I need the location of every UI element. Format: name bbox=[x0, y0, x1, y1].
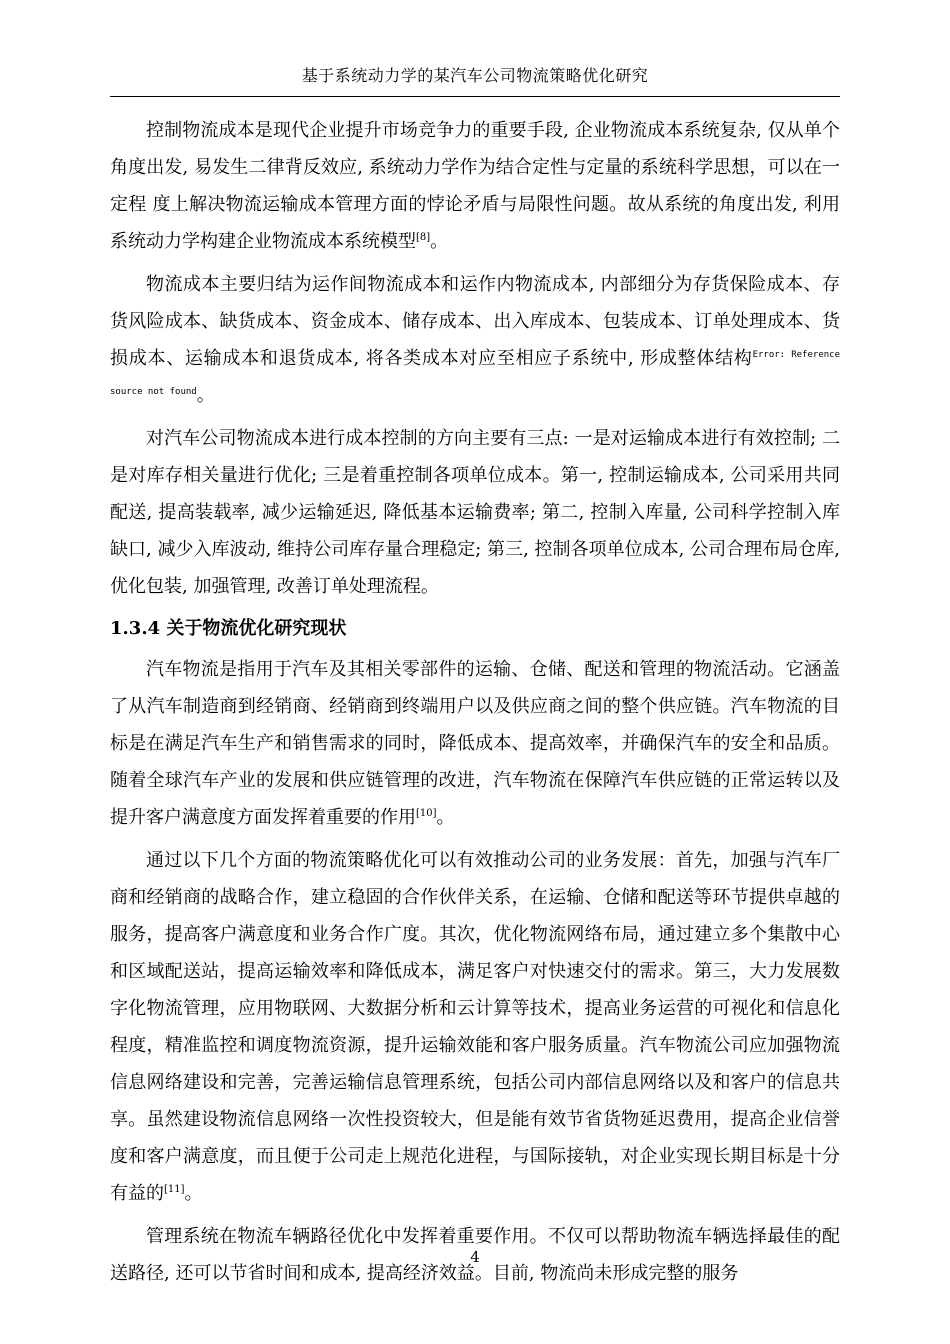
citation-ref[interactable]: [8] bbox=[416, 232, 431, 243]
running-header: 基于系统动力学的某汽车公司物流策略优化研究 bbox=[301, 66, 649, 85]
paragraph-tail: 。 bbox=[184, 1183, 203, 1204]
body-text bbox=[110, 112, 840, 1298]
section-heading: 1.3.4 关于物流优化研究现状 bbox=[110, 618, 347, 639]
citation-ref[interactable]: [10] bbox=[416, 808, 437, 819]
paragraph-cost-directions bbox=[110, 420, 840, 605]
citation-error-ref[interactable]: Error: Reference source not found bbox=[110, 350, 840, 397]
paragraph-text: 管理系统在物流车辆路径优化中发挥着重要作用。不仅可以帮助物流车辆选择最佳的配送路径, 还可以节省时间和成本, 提高经济效益。目前, 物流尚未形成完整的服务 bbox=[110, 1226, 840, 1284]
paragraph-strategy-optimization bbox=[110, 842, 840, 1212]
header-rule bbox=[110, 96, 840, 97]
paragraph-text: 对汽车公司物流成本进行成本控制的方向主要有三点: 一是对运输成本进行有效控制; 二是对库存相关量进行优化; 三是着重控制各项单位成本。第一, 控制运输成本, 公司采用共同配送, 提高装载率, 减少运输延迟, 降低基本运输费率; 第二, 控制入库量, 公司科学控制入库缺口, 减少入库波动, 维持公司库存量合理稳定; 第三, 控制各项单位成本, 公司合理布局仓库, 优化包装, 加强管理, 改善订单处理流程。 bbox=[110, 428, 840, 597]
paragraph-tail: 。 bbox=[430, 231, 449, 252]
page-number: 4 bbox=[470, 1248, 480, 1266]
paragraph-tail: 。 bbox=[196, 385, 215, 406]
paragraph-text: 控制物流成本是现代企业提升市场竞争力的重要手段, 企业物流成本系统复杂, 仅从单个角度出发, 易发生二律背反效应, 系统动力学作为结合定性与定量的系统科学思想，可以在一定程 度上解决物流运输成本管理方面的悖论矛盾与局限性问题。故从系统的角度出发, 利用系统动力学构建企业物流成本系统模型 bbox=[110, 120, 840, 252]
paragraph-text: 汽车物流是指用于汽车及其相关零部件的运输、仓储、配送和管理的物流活动。它涵盖了从汽车制造商到经销商、经销商到终端用户以及供应商之间的整个供应链。汽车物流的目标是在满足汽车生产和销售需求的同时，降低成本、提高效率，并确保汽车的安全和品质。随着全球汽车产业的发展和供应链管理的改进，汽车物流在保障汽车供应链的正常运转以及提升客户满意度方面发挥着重要的作用 bbox=[110, 659, 840, 828]
paragraph-auto-logistics bbox=[110, 651, 840, 836]
paragraph-tail: 。 bbox=[436, 807, 455, 828]
paragraph-cost-control bbox=[110, 112, 840, 260]
citation-ref[interactable]: [11] bbox=[164, 1184, 185, 1195]
paragraph-cost-structure bbox=[110, 266, 840, 414]
paragraph-text: 物流成本主要归结为运作间物流成本和运作内物流成本, 内部细分为存货保险成本、存货风险成本、缺货成本、资金成本、储存成本、出入库成本、包装成本、订单处理成本、货损成本、运输成本和退货成本, 将各类成本对应至相应子系统中, 形成整体结构 bbox=[110, 274, 840, 369]
paragraph-text: 通过以下几个方面的物流策略优化可以有效推动公司的业务发展：首先，加强与汽车厂商和经销商的战略合作，建立稳固的合作伙伴关系，在运输、仓储和配送等环节提供卓越的服务，提高客户满意度和业务合作广度。其次，优化物流网络布局，通过建立多个集散中心和区域配送站，提高运输效率和降低成本，满足客户对快速交付的需求。第三，大力发展数字化物流管理，应用物联网、大数据分析和云计算等技术，提高业务运营的可视化和信息化程度，精准监控和调度物流资源，提升运输效能和客户服务质量。汽车物流公司应加强物流信息网络建设和完善，完善运输信息管理系统，包括公司内部信息网络以及和客户的信息共享。虽然建设物流信息网络一次性投资较大，但是能有效节省货物延迟费用，提高企业信誉度和客户满意度，而且便于公司走上规范化进程，与国际接轨，对企业实现长期目标是十分有益的 bbox=[110, 850, 840, 1204]
